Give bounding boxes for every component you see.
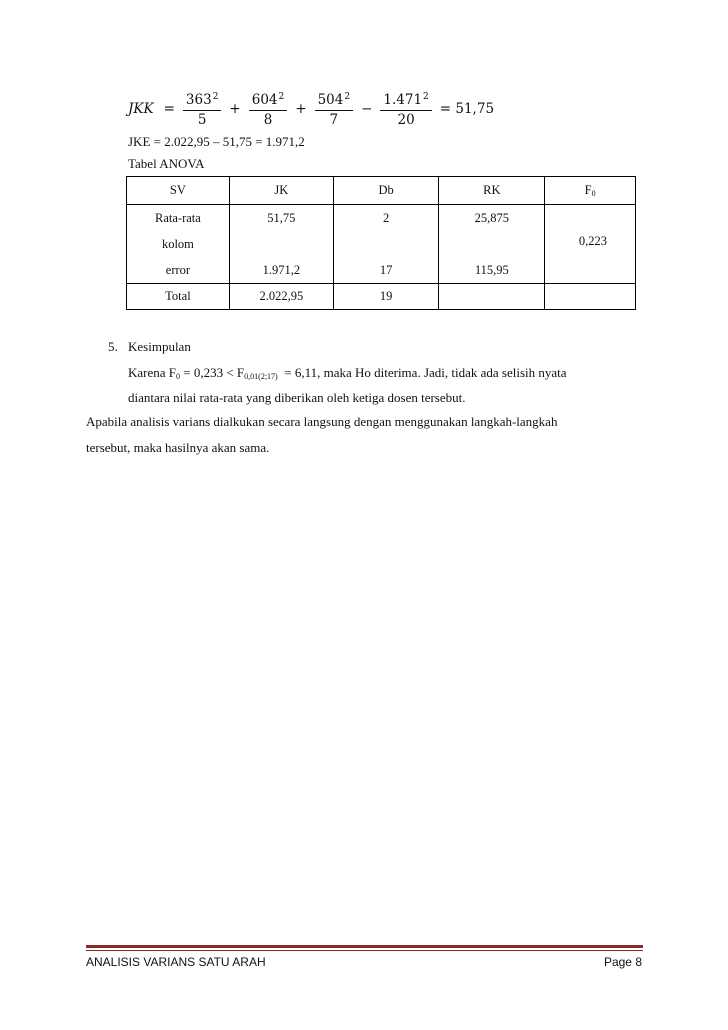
- equals-sign: =: [163, 101, 175, 117]
- exponent: 2: [423, 92, 429, 102]
- closing-line-1: Apabila analisis varians dialkukan secara langsung dengan menggunakan langkah-langkah: [86, 414, 558, 429]
- exponent: 2: [344, 92, 351, 102]
- table-row: [127, 205, 636, 232]
- fraction-term-1: [183, 89, 222, 129]
- cell-jk: 1.971,2: [229, 257, 333, 284]
- conclusion-line-1: [128, 365, 567, 381]
- cell-f0: [545, 205, 636, 284]
- header-rk: RK: [439, 177, 545, 205]
- f0-value: 0,223: [578, 234, 607, 248]
- cell-f0: [545, 284, 636, 310]
- fraction-term-3: [315, 89, 354, 129]
- header-f0-sub: 0: [591, 189, 596, 198]
- cell-jk: 51,75: [229, 205, 333, 232]
- denominator: 8: [263, 112, 273, 128]
- numerator: 504: [317, 92, 344, 108]
- cell-sv: Total: [127, 284, 230, 310]
- subscript: 0: [176, 372, 181, 381]
- cell-db: 2: [333, 205, 439, 232]
- numerator: 604: [251, 92, 278, 108]
- cell-rk: 115,95: [439, 257, 545, 284]
- section-number: 5.: [108, 339, 118, 354]
- fraction-term-2: [249, 89, 288, 129]
- text: Karena F: [128, 365, 177, 380]
- text: = 6,11, maka Ho diterima. Jadi, tidak ada selisih nyata: [277, 365, 567, 380]
- text: = 0,233 < F: [180, 365, 245, 380]
- table-total-row: [127, 284, 636, 310]
- denominator: 20: [397, 112, 415, 128]
- page-number: Page 8: [603, 955, 642, 969]
- cell-jk: [229, 231, 333, 257]
- denominator: 7: [329, 112, 339, 128]
- cell-rk: [439, 284, 545, 310]
- cell-jk: 2.022,95: [229, 284, 333, 310]
- header-f0-label: F: [584, 183, 592, 197]
- section-title: Kesimpulan: [128, 339, 191, 354]
- header-db: Db: [333, 177, 439, 205]
- jkk-formula: [128, 88, 498, 130]
- footer-title: ANALISIS VARIANS SATU ARAH: [86, 955, 266, 969]
- cell-rk: [439, 231, 545, 257]
- table-title: Tabel ANOVA: [128, 156, 205, 171]
- cell-db: [333, 231, 439, 257]
- footer-rule-thin: [86, 950, 643, 951]
- footer-rule-thick: [86, 945, 643, 948]
- header-sv: SV: [127, 177, 230, 205]
- cell-sv: error: [127, 257, 230, 284]
- jkk-symbol: JKK: [128, 101, 154, 117]
- cell-sv: Rata-rata: [127, 205, 230, 232]
- cell-db: 19: [333, 284, 439, 310]
- minus-operator: −: [361, 101, 373, 117]
- subscript: 0,01(2;17): [244, 372, 278, 381]
- closing-line-2: tersebut, maka hasilnya akan sama.: [86, 440, 270, 455]
- numerator: 1.471: [383, 92, 423, 108]
- table-header-row: [127, 177, 636, 205]
- exponent: 2: [212, 92, 219, 102]
- exponent: 2: [278, 92, 285, 102]
- fraction-term-4: [380, 89, 431, 129]
- plus-operator: +: [295, 101, 307, 117]
- denominator: 5: [197, 112, 207, 128]
- cell-rk: 25,875: [439, 205, 545, 232]
- header-jk: JK: [229, 177, 333, 205]
- cell-db: 17: [333, 257, 439, 284]
- header-f0: [545, 177, 636, 205]
- jke-line: JKE = 2.022,95 – 51,75 = 1.971,2: [128, 134, 305, 149]
- anova-table: [126, 176, 636, 310]
- formula-result: = 51,75: [439, 101, 495, 117]
- conclusion-line-2: diantara nilai rata-rata yang diberikan oleh ketiga dosen tersebut.: [128, 390, 466, 405]
- plus-operator: +: [229, 101, 241, 117]
- cell-sv: kolom: [127, 231, 230, 257]
- numerator: 363: [185, 92, 212, 108]
